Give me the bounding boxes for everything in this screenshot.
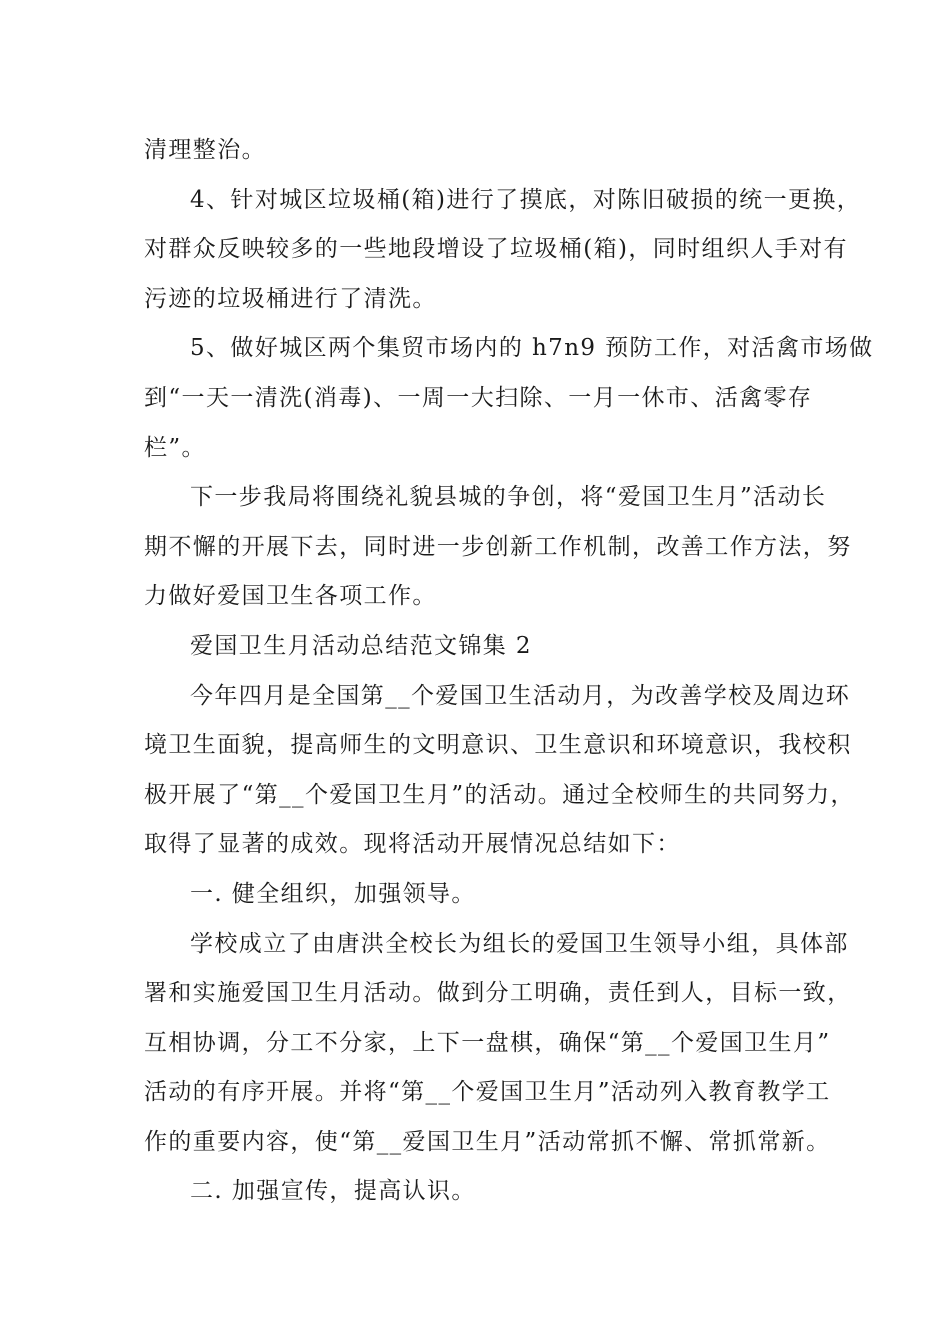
- document-body: [144, 126, 874, 1217]
- text-line-8: 下一步我局将围绕礼貌县城的争创，将“爱国卫生月”活动长: [190, 484, 827, 511]
- text-line-3: 对群众反映较多的一些地段增设了垃圾桶(箱)，同时组织人手对有: [144, 236, 848, 263]
- text-line-9: 期不懈的开展下去，同时进一步创新工作机制，改善工作方法，努: [144, 533, 852, 560]
- text-line-20: 活动的有序开展。并将“第__个爱国卫生月”活动列入教育教学工: [144, 1079, 831, 1106]
- subheading-2: 二. 加强宣传，提高认识。: [190, 1178, 476, 1205]
- text-line-17: 学校成立了由唐洪全校长为组长的爱国卫生领导小组，具体部: [190, 930, 849, 957]
- subheading-1: 一. 健全组织，加强领导。: [190, 880, 476, 907]
- text-line-4: 污迹的垃圾桶进行了清洗。: [144, 285, 437, 312]
- text-line-14: 极开展了“第__个爱国卫生月”的活动。通过全校师生的共同努力，: [144, 781, 855, 808]
- text-line-18: 署和实施爱国卫生月活动。做到分工明确，责任到人，目标一致，: [144, 980, 852, 1007]
- text-line-12: 今年四月是全国第__个爱国卫生活动月，为改善学校及周边环: [190, 682, 851, 709]
- section-heading: 爱国卫生月活动总结范文锦集 2: [190, 632, 532, 659]
- text-line-19: 互相协调，分工不分家，上下一盘棋，确保“第__个爱国卫生月”: [144, 1029, 831, 1056]
- text-line-13: 境卫生面貌，提高师生的文明意识、卫生意识和环境意识，我校积: [144, 732, 852, 759]
- text-line-1: 清理整治。: [144, 137, 266, 163]
- text-line-2: 4、针对城区垃圾桶(箱)进行了摸底，对陈旧破损的统一更换，: [190, 186, 862, 213]
- text-line-7: 栏”。: [144, 434, 206, 461]
- text-line-15: 取得了显著的成效。现将活动开展情况总结如下：: [144, 831, 681, 858]
- text-line-5: 5、做好城区两个集贸市场内的 h7n9 预防工作，对活禽市场做: [190, 335, 874, 362]
- text-line-10: 力做好爱国卫生各项工作。: [144, 583, 437, 610]
- text-line-6: 到“一天一清洗(消毒)、一周一大扫除、一月一休市、活禽零存: [144, 384, 813, 411]
- text-line-21: 作的重要内容，使“第__爱国卫生月”活动常抓不懈、常抓常新。: [144, 1128, 831, 1155]
